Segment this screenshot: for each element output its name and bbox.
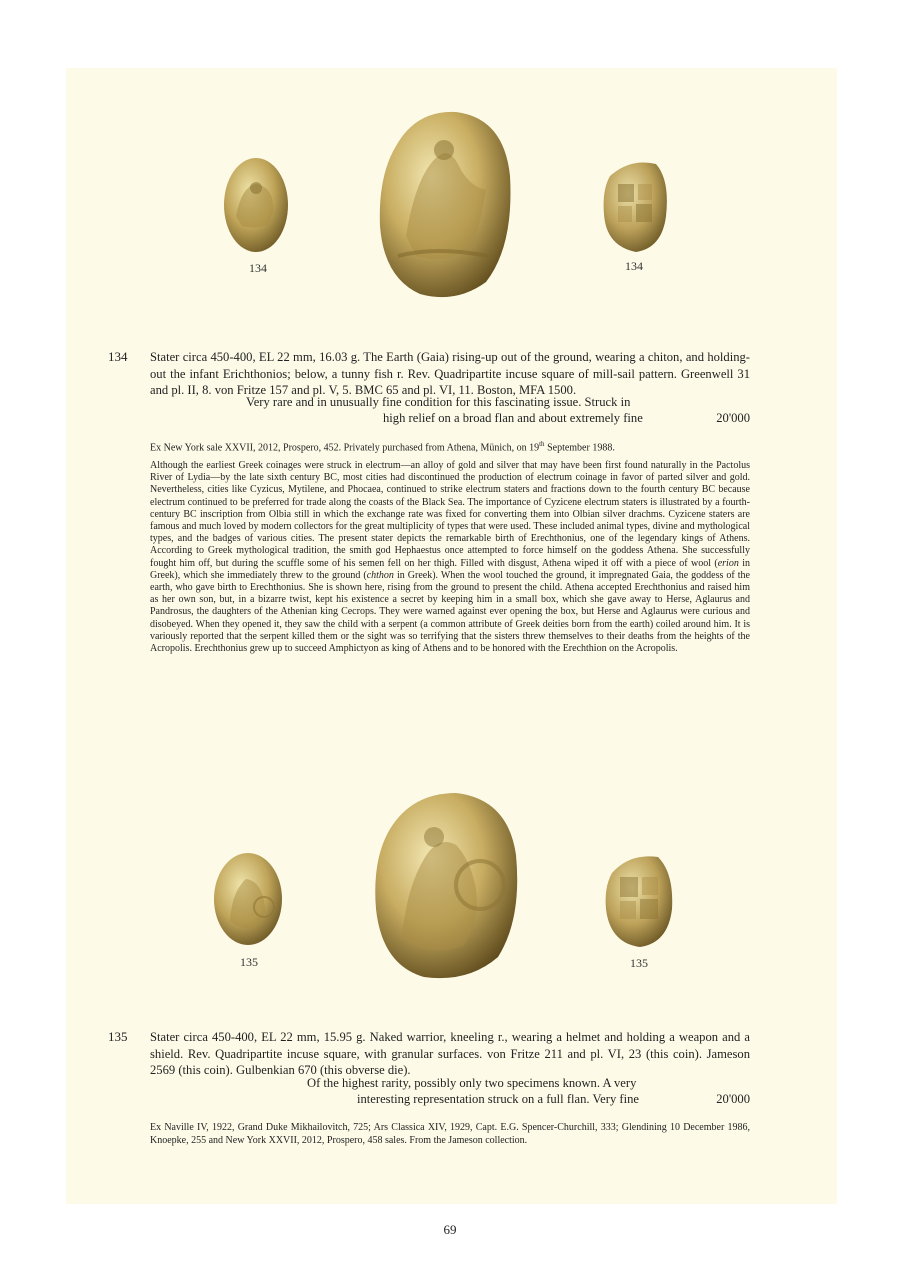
lot-number-135: 135 <box>108 1029 128 1044</box>
lot-135-verdict-line2: interesting representation struck on a full flan. Very fine <box>357 1092 639 1106</box>
essay-part-3: in Greek). When the wool touched the ground, it impregnated Gaia, the goddess of the earth, who gave birth to Erechthonius. She is shown here, rising from the ground to present the child. Athena accepted Erechthonius and raised him as her own son, but, in a bizarre twist, kept his existence a secret by keeping him in a small box, which she gave away to Herse, Aglaurus and Pandrosus, the daughters of the Athenian king Cecrops. They were warned against ever opening the box, but Herse and Aglaurus were curious and disobeyed. When they opened it, they saw the child with a serpent (a common attribute of Greek deities born from the earth) coiled around him. It is variously reported that the serpent killed them or the sight was so terrifying that the sisters threw themselves to their deaths from the heights of the Acropolis. Erechthonius grew up to succeed Amphictyon as king of Athens and to be honored with the Erechthion on the Acropolis. <box>150 569 750 655</box>
page-number: 69 <box>443 1222 457 1237</box>
lot-134-provenance <box>150 438 750 455</box>
lot-135-description: Stater circa 450-400, EL 22 mm, 15.95 g. Naked warrior, kneeling r., wearing a helmet and holding a weapon and a shield. Rev. Quadripartite incuse square, with granular surfaces. von Fritze 211 and pl. VI, 23 (this coin). Jameson 2569 (this coin). Gulbenkian 670 (this obverse die). <box>150 1030 750 1077</box>
coin-135-obverse-large <box>372 789 522 981</box>
lot-135-price: 20'000 <box>716 1092 750 1106</box>
essay-part-2: in Greek), which she immediately threw to the ground ( <box>150 557 750 581</box>
coin-135-reverse <box>604 851 674 949</box>
coin-label-134-obverse: 134 <box>249 261 267 275</box>
coin-134-obverse-large <box>376 106 514 302</box>
essay-term-erion: erion <box>717 557 739 569</box>
lot-134-essay <box>150 460 750 655</box>
lot-134-provenance-sup: th <box>539 440 545 448</box>
coin-134-reverse <box>600 156 670 254</box>
lot-134-provenance-end: September 1988. <box>544 442 615 454</box>
lot-134-provenance-text: Ex New York sale XXVII, 2012, Prospero, 452. Privately purchased from Athena, Münich, on 19 <box>150 442 540 454</box>
lot-134-verdict-line2: high relief on a broad flan and about extremely fine <box>383 411 643 425</box>
coin-label-135-obverse: 135 <box>240 955 258 969</box>
lot-134-price: 20'000 <box>716 411 750 425</box>
lot-135-verdict-line1: Of the highest rarity, possibly only two specimens known. A very <box>307 1076 637 1090</box>
coin-label-135-reverse: 135 <box>630 956 648 970</box>
coin-134-obverse-small <box>222 156 290 254</box>
lot-134-verdict-line1: Very rare and in unusually fine condition for this fascinating issue. Struck in <box>246 395 631 409</box>
coin-label-134-reverse: 134 <box>625 259 643 273</box>
lot-number-134: 134 <box>108 349 128 364</box>
lot-135-provenance: Ex Naville IV, 1922, Grand Duke Mikhailovitch, 725; Ars Classica XIV, 1929, Capt. E.G. Spencer-Churchill, 333; Glendining 10 December 1986, Knoepke, 255 and New York XXVII, 2012, Prospero, 458 sales. From the Jameson collection. <box>150 1122 750 1146</box>
coin-135-obverse-small <box>212 851 284 947</box>
lot-134-description: Stater circa 450-400, EL 22 mm, 16.03 g. The Earth (Gaia) rising-up out of the ground, wearing a chiton, and holding-out the infant Erichthonios; below, a tunny fish r. Rev. Quadripartite incuse square of mill-sail pattern. Greenwell 31 and pl. II, 8. von Fritze 157 and pl. V, 5. BMC 65 and pl. VI, 11. Boston, MFA 1500. <box>150 350 750 397</box>
essay-term-chthon: chthon <box>366 569 394 581</box>
essay-part-1: Although the earliest Greek coinages were struck in electrum—an alloy of gold and silver that may have been first found naturally in the Pactolus River of Lydia—by the late sixth century BC, most cities had discontinued the production of electrum coinage in favor of parted silver and gold. Nevertheless, cities like Cyzicus, Mytilene, and Phocaea, continued to strike electrum staters and fractions down to the fourth century BC because electrum continued to be preferred for trade along the coasts of the Black Sea. The importance of Cyzicene electrum staters is illustrated by a fourth-century BC inscription from Olbia still in which the exchange rate was fixed for converting them into Olbian silver drachms. Cyzicene staters are famous and much loved by modern collectors for the great multiplicity of types that were used. These included animal types, divine and mythological types, and the badges of various cities. The present stater depicts the remarkable birth of Erechthonius, one of the legendary kings of Athens. According to Greek mythological tradition, the smith god Hephaestus once attempted to force himself on the goddess Athena. She successfully fought him off, but during the scuffle some of his semen fell on her thigh. Filled with disgust, Athena wiped it off with a piece of wool ( <box>150 460 750 569</box>
